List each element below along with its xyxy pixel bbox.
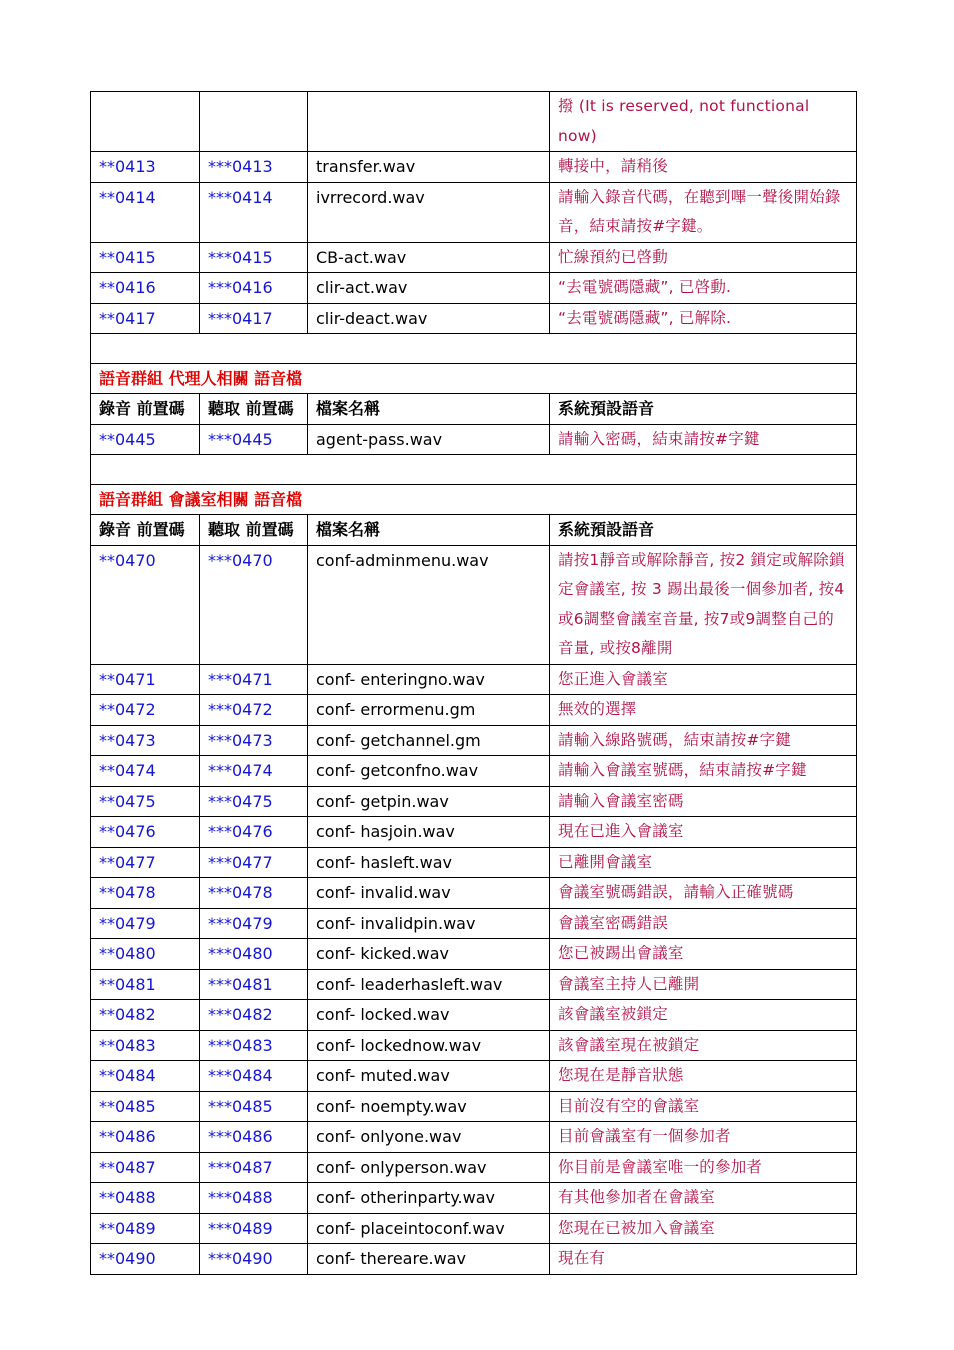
listen-prefix-cell: ***0471 (200, 664, 308, 695)
table-row (91, 1061, 857, 1092)
table-row (91, 1030, 857, 1061)
file-name-cell: conf-adminmenu.wav (308, 545, 550, 664)
file-name-cell: conf- thereare.wav (308, 1244, 550, 1275)
table-row (91, 695, 857, 726)
listen-prefix-cell: ***0480 (200, 939, 308, 970)
record-prefix-cell: **0470 (91, 545, 200, 664)
file-name-cell: conf- otherinparty.wav (308, 1183, 550, 1214)
file-name-cell: conf- locked.wav (308, 1000, 550, 1031)
default-voice-cell: 目前會議室有一個參加者 (550, 1122, 857, 1153)
spacer-cell (91, 455, 857, 485)
file-name-cell: conf- leaderhasleft.wav (308, 969, 550, 1000)
listen-prefix-cell: ***0416 (200, 273, 308, 304)
default-voice-cell: 該會議室被鎖定 (550, 1000, 857, 1031)
record-prefix-cell: **0487 (91, 1152, 200, 1183)
table-row (91, 756, 857, 787)
default-voice-cell: 您現在是靜音狀態 (550, 1061, 857, 1092)
record-prefix-cell: **0483 (91, 1030, 200, 1061)
file-name-cell: conf- noempty.wav (308, 1091, 550, 1122)
table-row (91, 939, 857, 970)
default-voice-cell: 請輸入會議室號碼，結束請按#字鍵 (550, 756, 857, 787)
default-voice-cell: 你目前是會議室唯一的參加者 (550, 1152, 857, 1183)
group-title-row (91, 484, 857, 515)
record-prefix-cell: **0415 (91, 242, 200, 273)
default-voice-cell: 撥 (It is reserved, not functional now) (550, 92, 857, 152)
header-listen-prefix: 聽取 前置碼 (200, 515, 308, 546)
record-prefix-cell: **0486 (91, 1122, 200, 1153)
record-prefix-cell: **0479 (91, 908, 200, 939)
default-voice-cell: 請輸入密碼，結束請按#字鍵 (550, 424, 857, 455)
default-voice-cell: 轉接中，請稍後 (550, 152, 857, 183)
table-row (91, 878, 857, 909)
default-voice-cell: 您已被踢出會議室 (550, 939, 857, 970)
file-name-cell: clir-deact.wav (308, 303, 550, 334)
record-prefix-cell: **0484 (91, 1061, 200, 1092)
listen-prefix-cell: ***0470 (200, 545, 308, 664)
listen-prefix-cell: ***0490 (200, 1244, 308, 1275)
header-record-prefix: 錄音 前置碼 (91, 394, 200, 425)
record-prefix-cell: **0476 (91, 817, 200, 848)
file-name-cell: conf- kicked.wav (308, 939, 550, 970)
record-prefix-cell: **0413 (91, 152, 200, 183)
listen-prefix-cell: ***0488 (200, 1183, 308, 1214)
record-prefix-cell: **0445 (91, 424, 200, 455)
listen-prefix-cell: ***0482 (200, 1000, 308, 1031)
default-voice-cell: 請輸入會議室密碼 (550, 786, 857, 817)
table-row (91, 242, 857, 273)
listen-prefix-cell: ***0483 (200, 1030, 308, 1061)
header-default-voice: 系統預設語音 (550, 394, 857, 425)
record-prefix-cell: **0474 (91, 756, 200, 787)
file-name-cell: conf- onlyone.wav (308, 1122, 550, 1153)
default-voice-cell: 會議室主持人已離開 (550, 969, 857, 1000)
file-name-cell (308, 92, 550, 152)
file-name-cell: CB-act.wav (308, 242, 550, 273)
file-name-cell: conf- errormenu.gm (308, 695, 550, 726)
default-voice-cell: 無效的選擇 (550, 695, 857, 726)
spacer-row (91, 334, 857, 364)
record-prefix-cell: **0480 (91, 939, 200, 970)
default-voice-cell: 有其他參加者在會議室 (550, 1183, 857, 1214)
record-prefix-cell: **0490 (91, 1244, 200, 1275)
table-row (91, 725, 857, 756)
listen-prefix-cell: ***0413 (200, 152, 308, 183)
record-prefix-cell: **0414 (91, 182, 200, 242)
header-record-prefix: 錄音 前置碼 (91, 515, 200, 546)
listen-prefix-cell: ***0472 (200, 695, 308, 726)
listen-prefix-cell: ***0415 (200, 242, 308, 273)
table-row (91, 182, 857, 242)
table-row (91, 1213, 857, 1244)
table-row (91, 424, 857, 455)
record-prefix-cell: **0417 (91, 303, 200, 334)
default-voice-cell: 已離開會議室 (550, 847, 857, 878)
listen-prefix-cell: ***0487 (200, 1152, 308, 1183)
default-voice-cell: 現在已進入會議室 (550, 817, 857, 848)
listen-prefix-cell (200, 92, 308, 152)
table-row (91, 1244, 857, 1275)
record-prefix-cell: **0472 (91, 695, 200, 726)
file-name-cell: conf- invalidpin.wav (308, 908, 550, 939)
file-name-cell: ivrrecord.wav (308, 182, 550, 242)
file-name-cell: conf- hasleft.wav (308, 847, 550, 878)
listen-prefix-cell: ***0478 (200, 878, 308, 909)
listen-prefix-cell: ***0475 (200, 786, 308, 817)
table-row (91, 545, 857, 664)
header-row (91, 394, 857, 425)
default-voice-cell: 會議室密碼錯誤 (550, 908, 857, 939)
table-row (91, 664, 857, 695)
file-name-cell: clir-act.wav (308, 273, 550, 304)
voice-file-table (90, 91, 857, 1275)
file-name-cell: conf- onlyperson.wav (308, 1152, 550, 1183)
default-voice-cell: 您現在已被加入會議室 (550, 1213, 857, 1244)
file-name-cell: conf- placeintoconf.wav (308, 1213, 550, 1244)
table-row (91, 1000, 857, 1031)
table-row (91, 1122, 857, 1153)
record-prefix-cell: **0478 (91, 878, 200, 909)
record-prefix-cell: **0416 (91, 273, 200, 304)
record-prefix-cell: **0473 (91, 725, 200, 756)
default-voice-cell: “去電號碼隱藏”, 已啓動. (550, 273, 857, 304)
table-row (91, 969, 857, 1000)
record-prefix-cell: **0489 (91, 1213, 200, 1244)
voice-file-table-body (91, 92, 857, 1275)
listen-prefix-cell: ***0417 (200, 303, 308, 334)
default-voice-cell: 該會議室現在被鎖定 (550, 1030, 857, 1061)
listen-prefix-cell: ***0474 (200, 756, 308, 787)
file-name-cell: conf- getconfno.wav (308, 756, 550, 787)
listen-prefix-cell: ***0484 (200, 1061, 308, 1092)
listen-prefix-cell: ***0445 (200, 424, 308, 455)
default-voice-cell: 請輸入錄音代碼，在聽到嗶一聲後開始錄音，結束請按#字鍵。 (550, 182, 857, 242)
listen-prefix-cell: ***0486 (200, 1122, 308, 1153)
group-title: 語音群組 代理人相關 語音檔 (91, 363, 857, 394)
file-name-cell: conf- lockednow.wav (308, 1030, 550, 1061)
record-prefix-cell: **0485 (91, 1091, 200, 1122)
record-prefix-cell: **0481 (91, 969, 200, 1000)
table-row (91, 273, 857, 304)
file-name-cell: agent-pass.wav (308, 424, 550, 455)
listen-prefix-cell: ***0481 (200, 969, 308, 1000)
record-prefix-cell: **0482 (91, 1000, 200, 1031)
record-prefix-cell: **0477 (91, 847, 200, 878)
listen-prefix-cell: ***0477 (200, 847, 308, 878)
record-prefix-cell: **0488 (91, 1183, 200, 1214)
listen-prefix-cell: ***0414 (200, 182, 308, 242)
table-row (91, 1183, 857, 1214)
file-name-cell: conf- muted.wav (308, 1061, 550, 1092)
default-voice-cell: 目前沒有空的會議室 (550, 1091, 857, 1122)
header-listen-prefix: 聽取 前置碼 (200, 394, 308, 425)
header-file-name: 檔案名稱 (308, 394, 550, 425)
listen-prefix-cell: ***0476 (200, 817, 308, 848)
table-row (91, 1152, 857, 1183)
table-row (91, 817, 857, 848)
default-voice-cell: 請按1靜音或解除靜音, 按2 鎖定或解除鎖定會議室, 按 3 踢出最後一個參加者, 按4或6調整會議室音量, 按7或9調整自己的音量, 或按8離開 (550, 545, 857, 664)
table-row (91, 303, 857, 334)
default-voice-cell: 忙線預約已啓動 (550, 242, 857, 273)
listen-prefix-cell: ***0489 (200, 1213, 308, 1244)
file-name-cell: conf- invalid.wav (308, 878, 550, 909)
file-name-cell: conf- getchannel.gm (308, 725, 550, 756)
header-file-name: 檔案名稱 (308, 515, 550, 546)
record-prefix-cell: **0471 (91, 664, 200, 695)
table-row (91, 786, 857, 817)
table-row (91, 908, 857, 939)
file-name-cell: transfer.wav (308, 152, 550, 183)
table-row (91, 152, 857, 183)
table-row (91, 847, 857, 878)
table-row (91, 92, 857, 152)
header-row (91, 515, 857, 546)
default-voice-cell: 請輸入線路號碼，結束請按#字鍵 (550, 725, 857, 756)
default-voice-cell: “去電號碼隱藏”, 已解除. (550, 303, 857, 334)
listen-prefix-cell: ***0479 (200, 908, 308, 939)
group-title: 語音群組 會議室相關 語音檔 (91, 484, 857, 515)
file-name-cell: conf- hasjoin.wav (308, 817, 550, 848)
default-voice-cell: 現在有 (550, 1244, 857, 1275)
record-prefix-cell (91, 92, 200, 152)
spacer-cell (91, 334, 857, 364)
default-voice-cell: 會議室號碼錯誤，請輸入正確號碼 (550, 878, 857, 909)
file-name-cell: conf- getpin.wav (308, 786, 550, 817)
file-name-cell: conf- enteringno.wav (308, 664, 550, 695)
header-default-voice: 系統預設語音 (550, 515, 857, 546)
default-voice-cell: 您正進入會議室 (550, 664, 857, 695)
record-prefix-cell: **0475 (91, 786, 200, 817)
listen-prefix-cell: ***0473 (200, 725, 308, 756)
spacer-row (91, 455, 857, 485)
listen-prefix-cell: ***0485 (200, 1091, 308, 1122)
group-title-row (91, 363, 857, 394)
table-row (91, 1091, 857, 1122)
